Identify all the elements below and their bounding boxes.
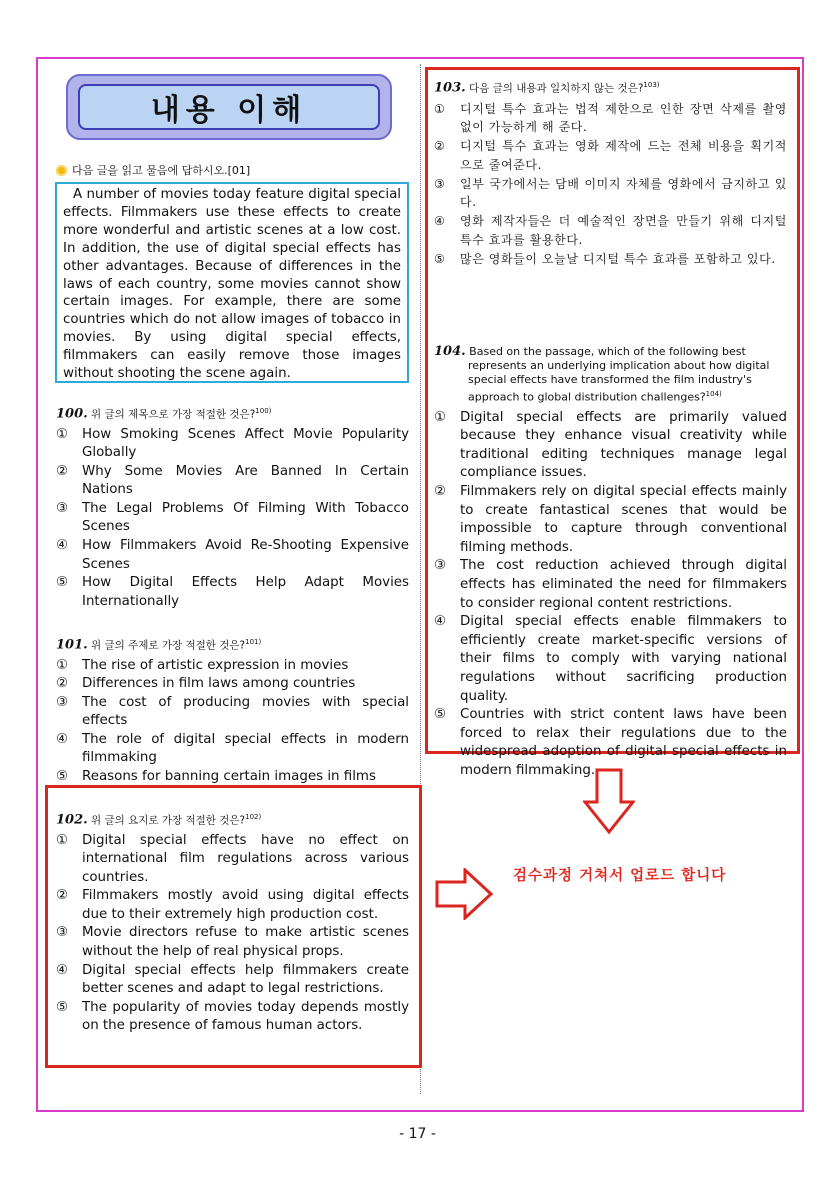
- option-number: ③: [56, 694, 69, 710]
- option-number: ⑤: [56, 999, 69, 1015]
- option-list: [434, 409, 787, 781]
- option-number: ④: [434, 614, 447, 630]
- option-text: 많은 영화들이 오늘날 디지털 특수 효과를 포함하고 있다.: [460, 251, 776, 266]
- option-text: 일부 국가에서는 담배 이미지 자체를 영화에서 금지하고 있다.: [460, 176, 787, 210]
- option-5[interactable]: [56, 768, 409, 787]
- option-3[interactable]: [56, 694, 409, 731]
- instruction: [56, 162, 250, 178]
- question-number: 103.: [434, 80, 466, 96]
- option-text: The cost reduction achieved through digital effects has eliminated the need for filmmakers to consider regional content restrictions.: [460, 558, 787, 611]
- option-number: ②: [56, 676, 69, 692]
- option-text: The popularity of movies today depends mostly on the presence of famous human actors.: [82, 999, 409, 1034]
- question-header: [56, 635, 409, 653]
- option-text: The Legal Problems Of Filming With Tobacco Scenes: [82, 500, 409, 535]
- question-header: [434, 78, 787, 96]
- option-number: ②: [434, 484, 447, 500]
- upload-notice: 검수과정 거쳐서 업로드 합니다: [513, 868, 727, 884]
- option-5[interactable]: [56, 574, 409, 611]
- option-text: The rise of artistic expression in movies: [82, 657, 349, 673]
- option-text: Digital special effects help filmmakers create better scenes and adapt to legal restrictions.: [82, 962, 409, 997]
- option-text: 디지털 특수 효과는 법적 제한으로 인한 장면 삭제를 촬영 없이 가능하게 해 준다.: [460, 101, 787, 135]
- option-1[interactable]: [56, 832, 409, 888]
- option-text: Filmmakers mostly avoid using digital effects due to their extremely high production cost.: [82, 888, 409, 922]
- option-4[interactable]: [56, 731, 409, 768]
- option-4[interactable]: [434, 212, 787, 250]
- option-text: How Digital Effects Help Adapt Movies Internationally: [82, 575, 409, 609]
- question-header: [56, 810, 409, 828]
- option-number: ⑤: [56, 575, 69, 591]
- question-prompt: 위 글의 제목으로 가장 적절한 것은?: [91, 408, 256, 421]
- option-number: ④: [56, 962, 69, 978]
- option-number: ⑤: [434, 251, 446, 266]
- option-text: The cost of producing movies with special effects: [82, 694, 409, 729]
- question-100: [56, 404, 409, 611]
- option-4[interactable]: [56, 537, 409, 574]
- question-103: [434, 78, 787, 269]
- option-text: Digital special effects enable filmmakers to efficiently create market-specific versions of their films to comply with varying national regulations without sacrificing production quality.: [460, 614, 787, 704]
- question-number: 101.: [56, 637, 88, 653]
- option-4[interactable]: [56, 962, 409, 999]
- option-number: ④: [434, 214, 446, 229]
- option-list: [56, 426, 409, 612]
- option-text: Differences in film laws among countries: [82, 676, 356, 692]
- option-number: ①: [56, 832, 69, 848]
- page-title: 내용 이해: [78, 84, 380, 130]
- question-header: [434, 345, 787, 405]
- option-4[interactable]: [434, 613, 787, 706]
- option-number: ②: [56, 888, 69, 904]
- option-number: ⑤: [56, 769, 69, 785]
- option-text: 영화 제작자들은 더 예술적인 장면을 만들기 위해 디지털 특수 효과를 활용한다.: [460, 214, 787, 248]
- footnote-ref: 104): [705, 390, 722, 398]
- option-text: Why Some Movies Are Banned In Certain Nations: [82, 463, 409, 498]
- option-1[interactable]: [56, 657, 409, 676]
- title-banner: [66, 74, 392, 140]
- option-list: [56, 657, 409, 787]
- option-5[interactable]: [56, 999, 409, 1036]
- option-number: ①: [56, 426, 69, 442]
- option-2[interactable]: [56, 675, 409, 694]
- option-1[interactable]: [56, 426, 409, 463]
- option-number: ①: [434, 101, 446, 116]
- option-text: Digital special effects are primarily valued because they enhance visual creativity while traditional editing techniques manage legal compliance issues.: [460, 409, 787, 481]
- option-2[interactable]: [56, 887, 409, 924]
- option-text: How Filmmakers Avoid Re-Shooting Expensive Scenes: [82, 538, 409, 572]
- option-number: ③: [56, 500, 69, 516]
- option-list: [434, 100, 787, 269]
- option-number: ④: [56, 538, 69, 554]
- option-list: [56, 832, 409, 1037]
- option-text: The role of digital special effects in modern filmmaking: [82, 731, 409, 766]
- option-number: ②: [56, 463, 69, 479]
- option-number: ③: [56, 925, 69, 941]
- question-prompt-rest: represents an underlying implication about how digital special effects have transformed the film industry's approach to global distribution challenges?: [468, 359, 770, 404]
- question-prompt: 다음 글의 내용과 일치하지 않는 것은?: [469, 82, 644, 95]
- question-header: [56, 404, 409, 422]
- option-number: ③: [434, 176, 446, 191]
- option-5[interactable]: [434, 250, 787, 269]
- page-number: - 17 -: [399, 1126, 436, 1142]
- option-number: ②: [434, 139, 446, 154]
- reading-passage: A number of movies today feature digital special effects. Filmmakers use these effects to create more wonderful and artistic scenes at a low cost. In addition, the use of digital special effects has other advantages. Because of differences in the laws of each country, some movies cannot show certain images. For example, there are some countries which do not allow images of tobacco in movies. By using digital special effects, filmmakers can easily remove those images without shooting the scene again.: [55, 182, 409, 383]
- question-number: 102.: [56, 812, 88, 828]
- instruction-text: 다음 글을 읽고 물음에 답하시오.[01]: [72, 164, 251, 177]
- option-text: 디지털 특수 효과는 영화 제작에 드는 전체 비용을 획기적으로 줄여준다.: [460, 139, 787, 172]
- option-text: How Smoking Scenes Affect Movie Popularity Globally: [82, 426, 409, 461]
- option-2[interactable]: [56, 463, 409, 500]
- option-3[interactable]: [434, 557, 787, 613]
- footnote-ref: 103): [643, 81, 660, 89]
- option-text: Digital special effects have no effect on international film regulations across various countries.: [82, 832, 409, 885]
- question-number: 104.: [434, 344, 466, 359]
- question-number: 100.: [56, 406, 88, 422]
- option-1[interactable]: [434, 100, 787, 138]
- option-3[interactable]: [56, 500, 409, 537]
- footnote-ref: 100): [255, 407, 272, 415]
- right-arrow-icon: [435, 868, 495, 920]
- footnote-ref: 102): [245, 813, 262, 821]
- option-3[interactable]: [434, 175, 787, 213]
- question-104: [434, 345, 787, 781]
- option-number: ④: [56, 731, 69, 747]
- option-number: ①: [434, 409, 447, 425]
- option-number: ③: [434, 558, 447, 574]
- footnote-ref: 101): [245, 638, 262, 646]
- question-prompt: 위 글의 요지로 가장 적절한 것은?: [91, 814, 246, 827]
- option-number: ①: [56, 657, 69, 673]
- down-arrow-icon: [583, 768, 635, 836]
- question-prompt-line1: Based on the passage, which of the following best: [469, 345, 746, 358]
- question-prompt: 위 글의 주제로 가장 적절한 것은?: [91, 639, 246, 652]
- option-2[interactable]: [434, 483, 787, 557]
- option-3[interactable]: [56, 924, 409, 961]
- option-1[interactable]: [434, 409, 787, 483]
- option-text: Reasons for banning certain images in films: [82, 769, 376, 785]
- question-102: [56, 810, 409, 1036]
- option-text: Movie directors refuse to make artistic scenes without the help of real physical props.: [82, 925, 409, 960]
- option-text: Countries with strict content laws have been forced to relax their regulations due to the widespread adoption of digital special effects in modern filmmaking.: [460, 707, 787, 778]
- option-number: ⑤: [434, 707, 447, 723]
- option-text: Filmmakers rely on digital special effects mainly to create fantastical scenes that would be impossible to capture through conventional filming methods.: [460, 484, 787, 555]
- flower-icon: [56, 165, 67, 176]
- question-101: [56, 635, 409, 787]
- option-2[interactable]: [434, 137, 787, 175]
